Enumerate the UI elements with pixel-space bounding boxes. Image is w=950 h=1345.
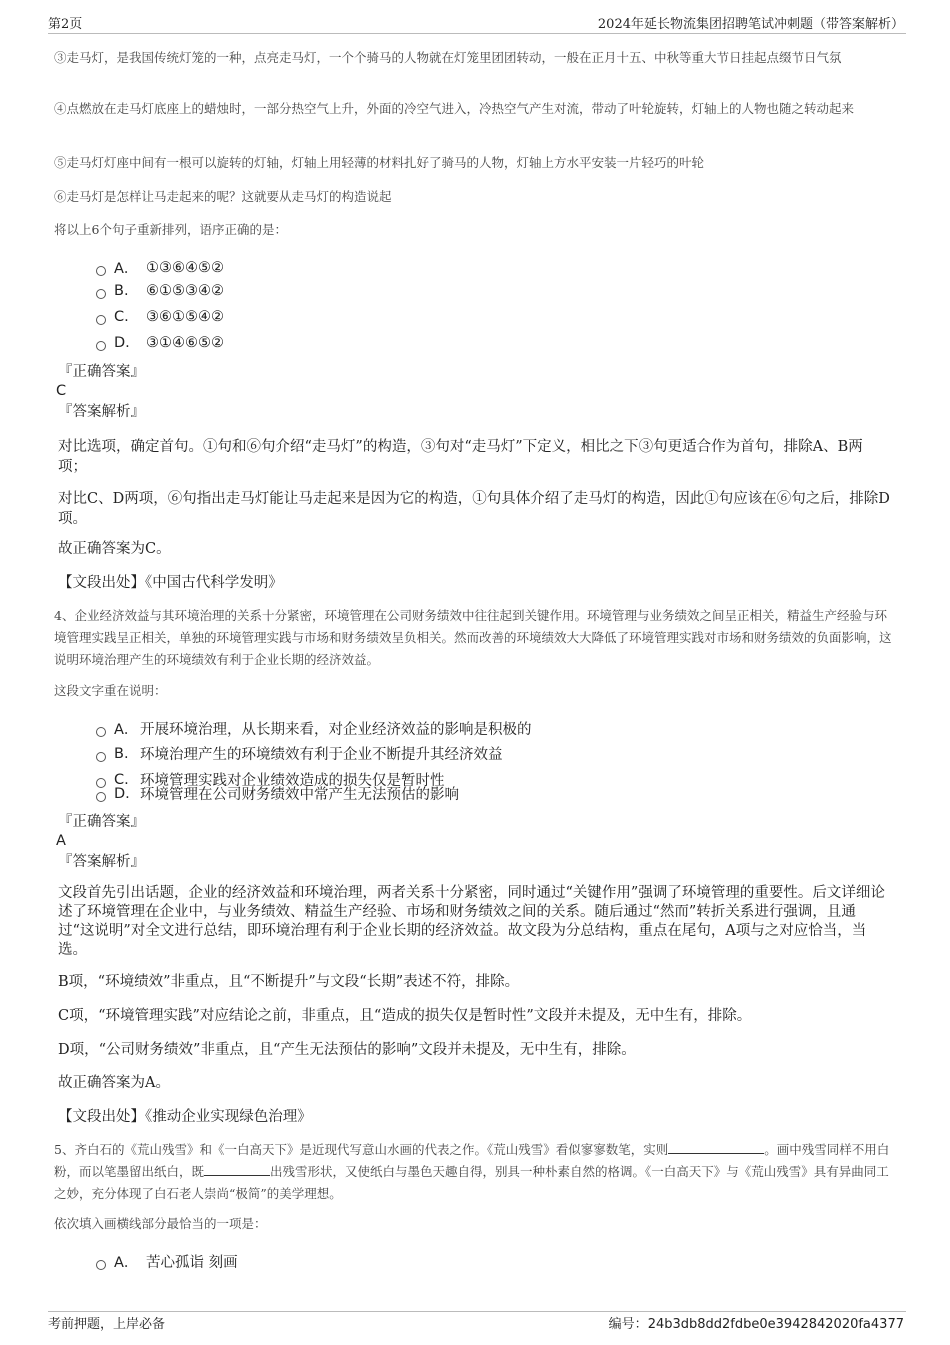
option-label: C. xyxy=(114,309,129,325)
analysis-paragraph: 对比C、D两项，⑥句指出走马灯能让马走起来是因为它的构造，①句具体介绍了走马灯的构造，因此①句应该在⑥句之后，排除D项。 xyxy=(58,491,890,527)
option-text: 环境治理产生的环境绩效有利于企业不断提升其经济效益 xyxy=(140,747,503,763)
radio-icon[interactable] xyxy=(96,727,106,737)
question-prompt: 将以上6个句子重新排列，语序正确的是： xyxy=(54,222,287,237)
q4-option-b[interactable] xyxy=(96,743,503,764)
option-label: A． xyxy=(114,722,139,738)
option-text: ⑥①⑤③④② xyxy=(146,283,224,299)
stem-text: 。画中残雪同样不用白粉，而以笔墨留出纸白，既 xyxy=(54,1142,890,1179)
option-text: ③①④⑥⑤② xyxy=(146,335,224,351)
q4-option-a[interactable] xyxy=(96,718,532,739)
option-text: ①③⑥④⑤② xyxy=(146,259,224,276)
radio-icon[interactable] xyxy=(96,289,106,299)
option-label: B. xyxy=(114,745,129,762)
option-text: 苦心孤诣 刻画 xyxy=(146,1255,238,1271)
sentence-6: ⑥走马灯是怎样让马走起来的呢？这就要从走马灯的构造说起 xyxy=(54,189,392,204)
stem-text: 5、齐白石的《荒山残雪》和《一白高天下》是近现代写意山水画的代表之作。《荒山残雪》看似寥寥数笔，实则 xyxy=(54,1142,669,1157)
radio-icon[interactable] xyxy=(96,266,106,276)
correct-answer: C xyxy=(56,383,67,399)
header-divider xyxy=(48,33,906,34)
question-stem: 4、企业经济效益与其环境治理的关系十分紧密，环境管理在公司财务绩效中往往起到关键作用。环境管理与业务绩效之间呈正相关，精益生产经验与环境管理实践呈正相关，单独的环境管理实践与市场和财务绩效呈负相关。然而改善的环境绩效大大降低了环境管理实践对市场和财务绩效的负面影响，这说明环境治理产生的环境绩效有利于企业长期的经济效益。 xyxy=(54,608,892,667)
option-label: C. xyxy=(114,771,129,788)
option-label: D. xyxy=(114,335,130,351)
question-prompt: 依次填入画横线部分最恰当的一项是： xyxy=(54,1216,267,1231)
option-label: A． xyxy=(114,261,139,277)
option-text: 环境管理在公司财务绩效中常产生无法预估的影响 xyxy=(140,787,459,803)
code-value: 24b3db8dd2fdbe0e3942842020fa4377 xyxy=(647,1317,904,1332)
answer-heading: 『正确答案』 xyxy=(58,364,145,380)
code-label: 编号： xyxy=(608,1317,648,1332)
sentence-4: ④点燃放在走马灯底座上的蜡烛时，一部分热空气上升，外面的冷空气进入，冷热空气产生对流，带动了叶轮旋转，灯轴上的人物也随之转动起来 xyxy=(54,101,855,116)
analysis-paragraph: 对比选项，确定首句。①句和⑥句介绍“走马灯”的构造，③句对“走马灯”下定义，相比之下③句更适合作为首句，排除A、B两项； xyxy=(58,439,863,475)
analysis-heading: 『答案解析』 xyxy=(58,854,145,870)
document-code xyxy=(609,1313,904,1332)
analysis-conclusion: 故正确答案为A。 xyxy=(58,1075,170,1091)
q3-option-c[interactable] xyxy=(96,309,224,325)
question-stem xyxy=(54,1139,896,1205)
fill-blank-2 xyxy=(204,1164,270,1176)
option-label: A． xyxy=(114,1255,139,1271)
source-citation: 【文段出处】《推动企业实现绿色治理》 xyxy=(58,1109,312,1125)
option-text: 环境管理实践对企业绩效造成的损失仅是暂时性 xyxy=(140,773,445,789)
option-text: 开展环境治理，从长期来看，对企业经济效益的影响是积极的 xyxy=(140,722,532,738)
radio-icon[interactable] xyxy=(96,792,106,802)
analysis-paragraph: D项，“公司财务绩效”非重点，且“产生无法预估的影响”文段并未提及，无中生有，排除。 xyxy=(58,1042,636,1058)
radio-icon[interactable] xyxy=(96,1260,106,1270)
page-number: 第2页 xyxy=(48,17,83,32)
document-title: 2024年延长物流集团招聘笔试冲刺题（带答案解析） xyxy=(597,17,904,32)
q3-option-d[interactable] xyxy=(96,335,224,351)
answer-heading: 『正确答案』 xyxy=(58,814,145,830)
q3-option-b[interactable] xyxy=(96,283,224,299)
analysis-heading: 『答案解析』 xyxy=(58,404,145,420)
analysis-paragraph: 文段首先引出话题，企业的经济效益和环境治理，两者关系十分紧密，同时通过“关键作用”强调了环境管理的重要性。后文详细论述了环境管理在企业中，与业务绩效、精益生产经验、市场和财务绩效之间的关系。随后通过“然而”转折关系进行强调，且通过“这说明”对全文进行总结，即环境治理有利于企业长期的经济效益。故文段为分总结构，重点在尾句，A项与之对应恰当，当选。 xyxy=(58,885,885,958)
analysis-conclusion: 故正确答案为C。 xyxy=(58,541,171,557)
q5-option-a[interactable] xyxy=(96,1251,238,1272)
stem-text: 出残雪形状，又使纸白与墨色天趣自得，别具一种朴素自然的格调。《一白高天下》与《荒山残雪》具有异曲同工之妙，充分体现了白石老人崇尚“极简”的美学理想。 xyxy=(54,1164,889,1201)
option-label: B. xyxy=(114,283,129,299)
option-label: D. xyxy=(114,785,130,802)
source-citation: 【文段出处】《中国古代科学发明》 xyxy=(58,575,283,591)
footer-slogan: 考前押题，上岸必备 xyxy=(48,1317,166,1332)
fill-blank-1 xyxy=(668,1142,764,1154)
q3-option-a[interactable] xyxy=(96,257,224,278)
radio-icon[interactable] xyxy=(96,315,106,325)
option-text: ③⑥①⑤④② xyxy=(146,309,224,325)
correct-answer: A xyxy=(56,833,66,849)
analysis-paragraph: B项，“环境绩效”非重点，且“不断提升”与文段“长期”表述不符，排除。 xyxy=(58,974,520,990)
question-prompt: 这段文字重在说明： xyxy=(54,683,167,698)
footer-divider xyxy=(48,1311,906,1312)
analysis-paragraph: C项，“环境管理实践”对应结论之前，非重点，且“造成的损失仅是暂时性”文段并未提及，无中生有，排除。 xyxy=(58,1008,752,1024)
sentence-5: ⑤走马灯灯座中间有一根可以旋转的灯轴，灯轴上用轻薄的材料扎好了骑马的人物，灯轴上方水平安装一片轻巧的叶轮 xyxy=(54,155,705,170)
radio-icon[interactable] xyxy=(96,752,106,762)
radio-icon[interactable] xyxy=(96,341,106,351)
q4-option-d[interactable] xyxy=(96,783,459,804)
sentence-3: ③走马灯，是我国传统灯笼的一种，点亮走马灯，一个个骑马的人物就在灯笼里团团转动，一般在正月十五、中秋等重大节日挂起点缀节日气氛 xyxy=(54,50,842,65)
